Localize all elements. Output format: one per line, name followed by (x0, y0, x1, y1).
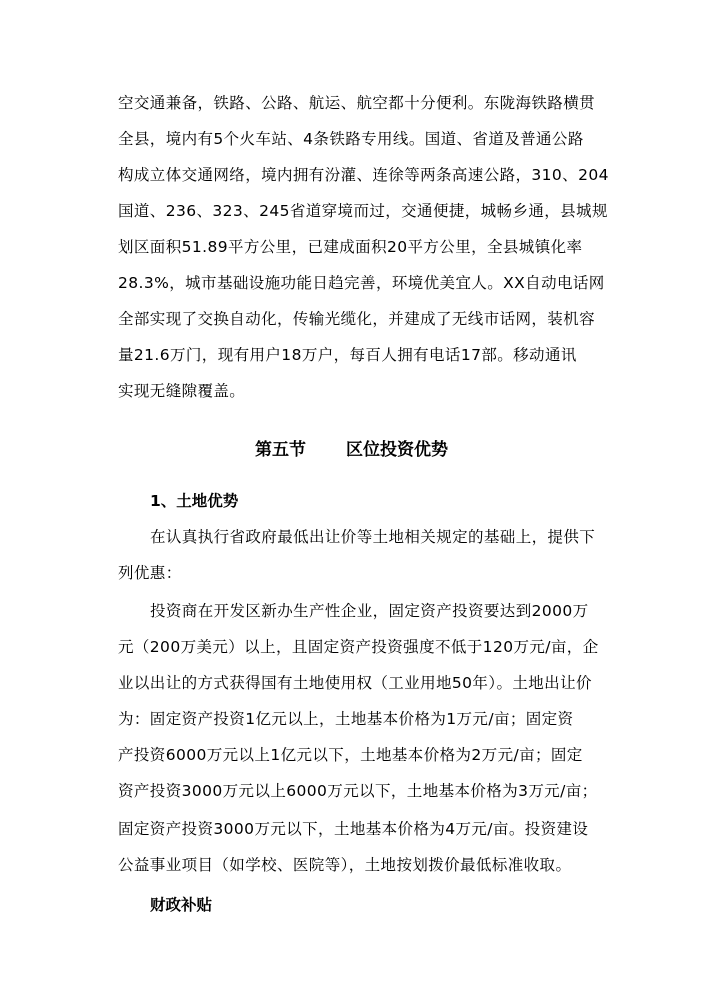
text-line: 实现无缝隙覆盖。 (118, 382, 246, 400)
text-line: 公益事业项目（如学校、医院等），土地按划拨价最低标准收取。 (118, 856, 572, 874)
text-line: 空交通兼备，铁路、公路、航运、航空都十分便利。东陇海铁路横贯 (118, 94, 596, 112)
text-line: 固定资产投资3000万元以下，土地基本价格为4万元/亩。投资建设 (118, 820, 589, 838)
text-line: 量21.6万门，现有用户18万户，每百人拥有电话17部。移动通讯 (118, 346, 577, 364)
text-line: 构成立体交通网络，境内拥有汾灌、连徐等两条高速公路，310、204 (118, 166, 609, 184)
text-line: 业以出让的方式获得国有土地使用权（工业用地50年）。土地出让价 (118, 674, 592, 692)
text-line: 28.3%，城市基础设施功能日趋完善，环境优美宜人。XX自动电话网 (118, 274, 605, 292)
section-number: 第五节 (255, 440, 306, 460)
text-line: 在认真执行省政府最低出让价等土地相关规定的基础上，提供下 (150, 528, 596, 546)
text-line: 全部实现了交换自动化，传输光缆化，并建成了无线市话网，装机容 (118, 310, 596, 328)
section-heading (0, 438, 703, 462)
text-line: 投资商在开发区新办生产性企业，固定资产投资要达到2000万 (150, 602, 589, 620)
text-line: 全县，境内有5个火车站、4条铁路专用线。国道、省道及普通公路 (118, 130, 584, 148)
text-line: 产投资6000万元以上1亿元以下，土地基本价格为2万元/亩；固定 (118, 746, 583, 764)
text-line: 划区面积51.89平方公里，已建成面积20平方公里，全县城镇化率 (118, 238, 583, 256)
text-line: 为：固定资产投资1亿元以上，土地基本价格为1万元/亩；固定资 (118, 710, 574, 728)
section-title: 区位投资优势 (346, 440, 448, 460)
text-line: 资产投资3000万元以上6000万元以下，土地基本价格为3万元/亩； (118, 782, 598, 800)
text-line: 国道、236、323、245省道穿境而过，交通便捷，城畅乡通，县城规 (118, 202, 608, 220)
text-line: 元（200万美元）以上，且固定资产投资强度不低于120万元/亩，企 (118, 638, 599, 656)
text-line: 列优惠： (118, 564, 182, 582)
subsection-title-land: 1、土地优势 (150, 492, 239, 510)
subsection-title-subsidy: 财政补贴 (150, 896, 213, 914)
